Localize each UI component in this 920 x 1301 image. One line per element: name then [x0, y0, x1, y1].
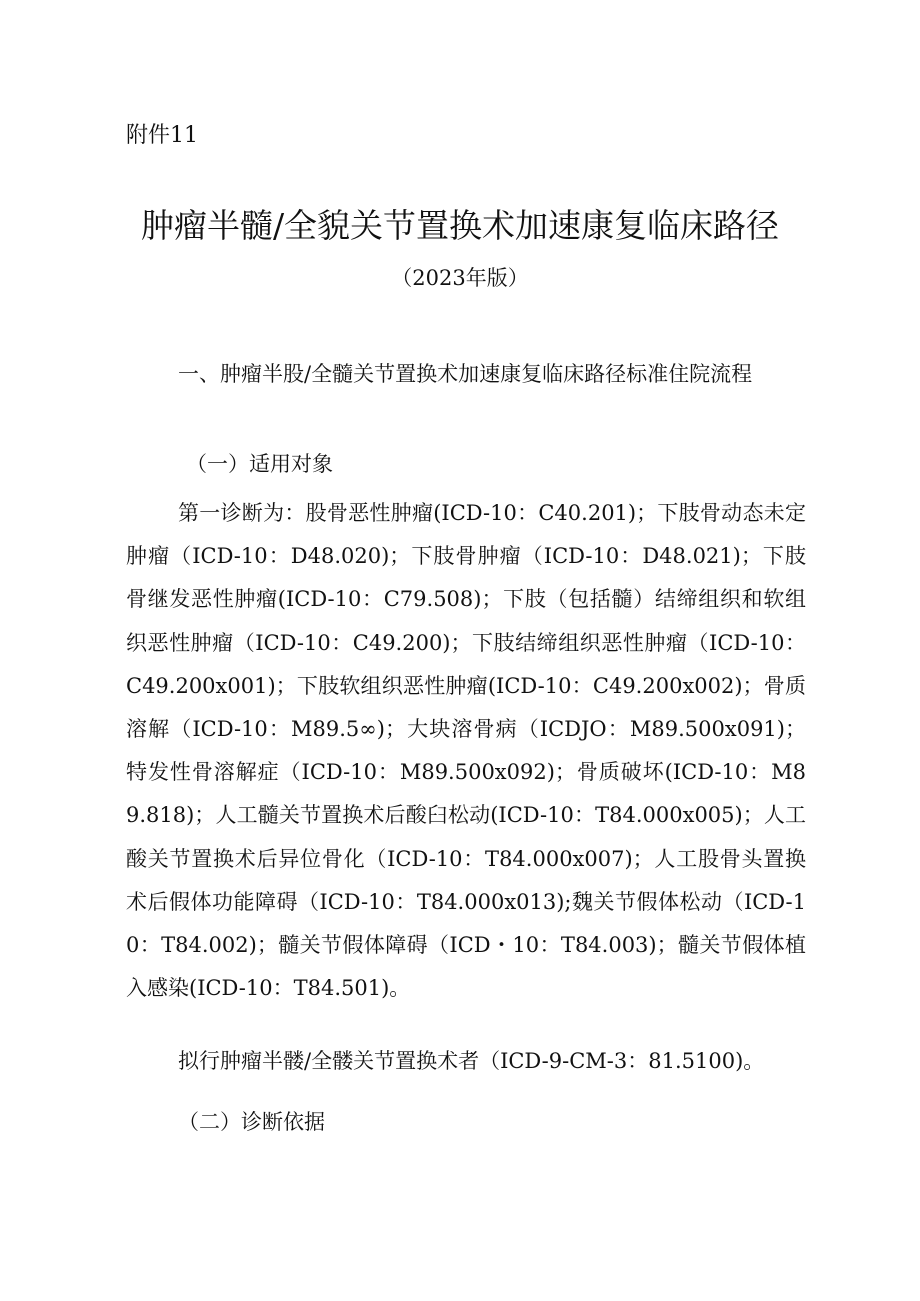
- subsection-heading-diagnostic-basis: （二）诊断依据: [178, 1110, 325, 1134]
- subsection-heading-applicable-subjects: （一）适用对象: [186, 452, 333, 476]
- diagnosis-paragraph: 第一诊断为：股骨恶性肿瘤(ICD-10：C40.201)；下肢骨动态未定肿瘤（ICD-10：D48.020)；下肢骨肿瘤（ICD-10：D48.021)；下肢骨继发恶性肿瘤(ICD-10：C79.508)；下肢（包括髓）结缔组织和软组织恶性肿瘤（ICD-10：C49.200)；下肢结缔组织恶性肿瘤（ICD-10：C49.200x001)；下肢软组织恶性肿瘤(ICD-10：C49.200x002)；骨质溶解（ICD-10：M89.5∞)；大块溶骨病（ICDJO：M89.500x091)；特发性骨溶解症（ICD-10：M89.500x092)；骨质破坏(ICD-10：M89.818)；人工髓关节置换术后酸臼松动(ICD-10：T84.000x005)；人工酸关节置换术后异位骨化（ICD-10：T84.000x007)；人工股骨头置换术后假体功能障碍（ICD-10：T84.000x013);魏关节假体松动（ICD-10：T84.002)；髓关节假体障碍（ICD・10：T84.003)；髓关节假体植入感染(ICD-10：T84.501)。: [126, 501, 806, 1001]
- document-title: 肿瘤半髓/全貌关节置换术加速康复临床路径: [140, 206, 780, 245]
- attachment-label: 附件11: [126, 123, 198, 148]
- procedure-paragraph: 拟行肿瘤半髅/全髅关节置换术者（ICD-9-CM-3：81.5100)。: [178, 1049, 765, 1073]
- document-subtitle: （2023年版）: [391, 266, 529, 290]
- section-heading-standard-inpatient-process: 一、肿瘤半股/全髓关节置换术加速康复临床路径标准住院流程: [178, 362, 753, 386]
